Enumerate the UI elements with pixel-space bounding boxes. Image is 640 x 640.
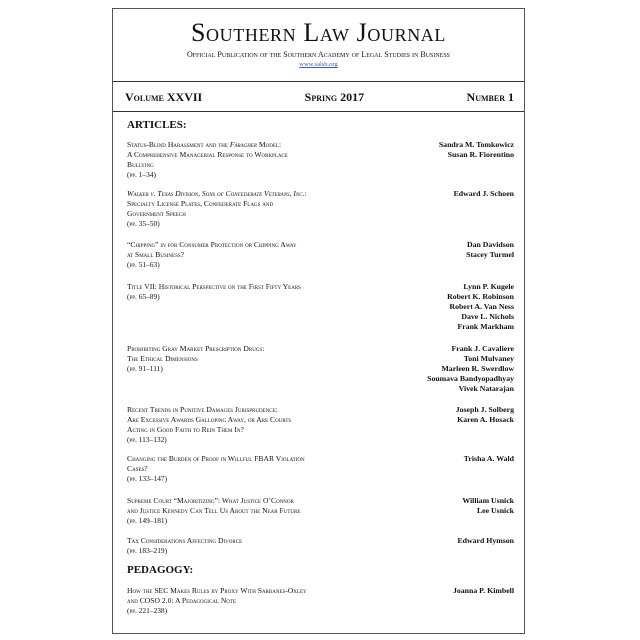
article-title: Supreme Court “Majoritizing”: What Justice O’Connor and Justice Kennedy Can Tell Us About the Near Future (127, 496, 301, 515)
article-title: How the SEC Makes Rules by Proxy With Sarbanes-Oxley and COSO 2.0: A Pedagogical Note (127, 586, 307, 605)
article-info (127, 240, 392, 270)
divider-top (113, 81, 524, 82)
article-pages: (pp. 1–34) (127, 170, 156, 179)
article-info (127, 586, 392, 616)
article-info (127, 405, 392, 445)
article-info (127, 189, 392, 229)
article-entry[interactable] (127, 282, 514, 332)
author-name: Frank Markham (457, 322, 514, 331)
article-title: Tax Considerations Affecting Divorce (127, 536, 243, 545)
article-pages: (pp. 113–132) (127, 435, 167, 444)
article-info (127, 496, 392, 526)
author-name: Dave L. Nichols (461, 312, 514, 321)
articles-heading: ARTICLES: (127, 119, 187, 131)
article-title: Status-Blind Harassment and the Faragher Model: A Comprehensive Managerial Response to Workplace Bullying (127, 140, 288, 169)
divider-bottom (113, 111, 524, 112)
article-info (127, 454, 392, 484)
journal-website-link[interactable]: www.salsb.org (299, 61, 338, 68)
article-entry[interactable] (127, 189, 514, 229)
article-pages: (pp. 35–50) (127, 219, 160, 228)
masthead (113, 9, 524, 69)
article-entry[interactable] (127, 344, 514, 394)
article-pages: (pp. 51–63) (127, 260, 160, 269)
author-name: Joanna P. Kimbell (452, 586, 514, 595)
article-title: Changing the Burden of Proof in Willful FBAR Violation Cases? (127, 454, 305, 473)
article-pages: (pp. 91–111) (127, 364, 163, 373)
author-name: Trisha A. Wald (463, 454, 514, 463)
article-pages: (pp. 149–181) (127, 516, 168, 525)
journal-contents-page (112, 8, 525, 634)
pedagogy-entry[interactable] (127, 586, 514, 616)
article-pages: (pp. 183–219) (127, 546, 168, 555)
pedagogy-heading: PEDAGOGY: (127, 564, 194, 576)
article-authors (454, 189, 514, 229)
article-authors (453, 586, 514, 616)
article-title: Prohibiting Gray Market Prescription Drugs: The Ethical Dimensions (127, 344, 265, 363)
article-info (127, 140, 392, 180)
article-entry[interactable] (127, 405, 514, 445)
article-authors (462, 496, 514, 526)
article-pages: (pp. 133–147) (127, 474, 168, 483)
article-pages: (pp. 221–238) (127, 606, 168, 615)
author-name: Vivek Natarajan (458, 384, 514, 393)
article-authors (457, 536, 514, 556)
article-entry[interactable] (127, 536, 514, 556)
author-name: Robert K. Robinson (447, 292, 514, 301)
issue-number: Number 1 (466, 90, 514, 104)
article-authors (439, 140, 514, 180)
author-name: Edward J. Schoen (453, 189, 514, 198)
author-name: Robert A. Van Ness (449, 302, 514, 311)
article-entry[interactable] (127, 496, 514, 526)
article-title: “Chipping” in for Consumer Protection or Chipping Away at Small Business? (127, 240, 297, 259)
article-title: Recent Trends in Punitive Damages Jurisprudence: Are Excessive Awards Galloping Away, or Are Courts Acting in Good Faith to Rein Them In? (127, 405, 292, 434)
author-name: Soumava Bandyopadhyay (427, 374, 514, 383)
author-name: Susan R. Fiorentino (447, 150, 514, 159)
author-name: Sandra M. Tomkowicz (438, 140, 514, 149)
journal-title: Southern Law Journal (191, 18, 446, 47)
author-name: Frank J. Cavaliere (451, 344, 514, 353)
article-title: Title VII: Historical Perspective on the First Fifty Years (127, 282, 301, 291)
article-authors (427, 344, 514, 394)
volume-label: Volume XXVII (125, 90, 203, 104)
article-entry[interactable] (127, 454, 514, 484)
author-name: Lynn P. Kugele (463, 282, 514, 291)
author-name: Marleen R. Swerdlow (441, 364, 514, 373)
article-info (127, 344, 392, 394)
author-name: Stacey Turmel (466, 250, 514, 259)
article-authors (456, 405, 514, 445)
article-title: Walker v. Texas Division, Sons of Confederate Veterans, Inc.: Specialty License Plates, Confederate Flags and Government Speech (127, 189, 307, 218)
author-name: Karen A. Hosack (457, 415, 514, 424)
journal-subtitle: Official Publication of the Southern Academy of Legal Studies in Business (186, 50, 451, 59)
issue-date: Spring 2017 (304, 90, 365, 104)
author-name: Toni Mulvaney (463, 354, 514, 363)
article-authors (447, 282, 514, 332)
article-authors (464, 454, 514, 484)
author-name: Edward Hymson (457, 536, 514, 545)
author-name: Lee Usnick (476, 506, 514, 515)
article-info (127, 536, 392, 556)
article-pages: (pp. 65–89) (127, 292, 160, 301)
article-authors (466, 240, 514, 270)
article-entry[interactable] (127, 240, 514, 270)
author-name: Dan Davidson (466, 240, 514, 249)
article-entry[interactable] (127, 140, 514, 180)
article-info (127, 282, 392, 332)
author-name: Joseph J. Solberg (455, 405, 514, 414)
issue-info-bar (125, 90, 514, 105)
author-name: William Usnick (462, 496, 514, 505)
